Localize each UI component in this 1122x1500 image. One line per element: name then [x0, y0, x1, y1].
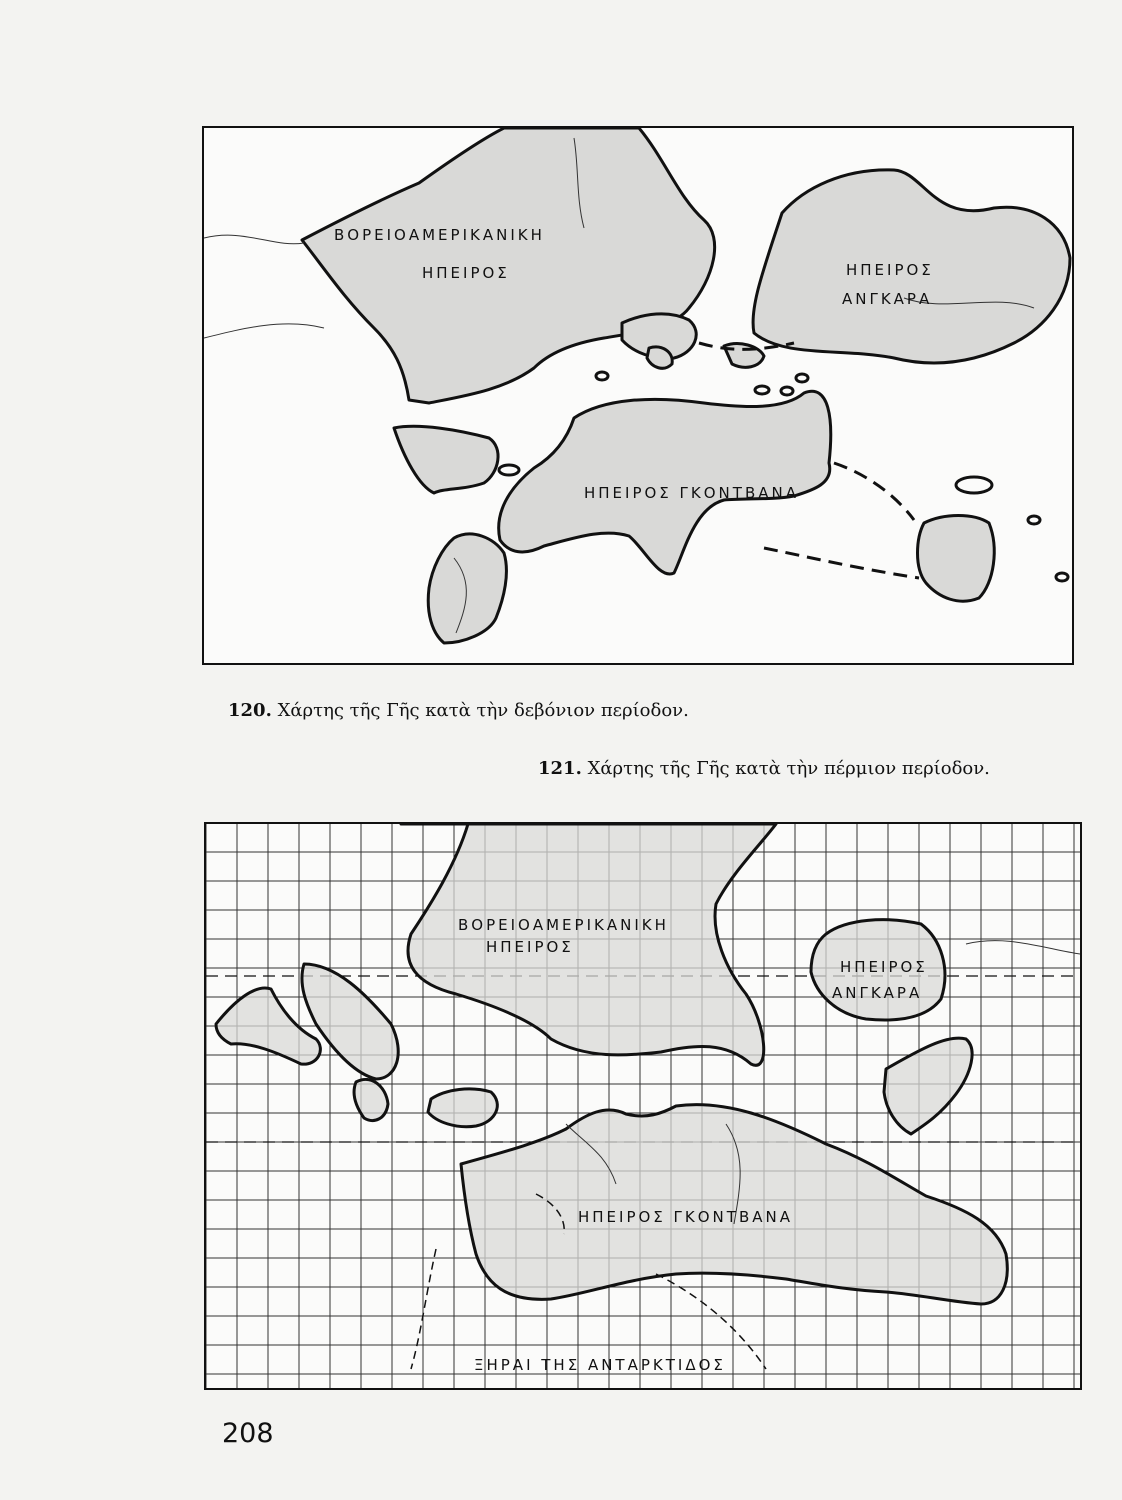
permian-antarctic-label: ΞΗΡΑΙ ΤΗΣ ΑΝΤΑΡΚΤΙΔΟΣ	[474, 1356, 726, 1374]
devonian-islet	[499, 465, 519, 475]
permian-north-america-label: ΒΟΡΕΙΟΑΜΕΡΙΚΑΝΙΚΗ	[458, 916, 669, 934]
permian-antarctic-boundary-3	[656, 1274, 766, 1369]
devonian-islet	[755, 386, 769, 394]
devonian-islet	[596, 372, 608, 380]
permian-angara-label: ΗΠΕΙΡΟΣ	[840, 958, 928, 976]
devonian-north-america-label: ΒΟΡΕΙΟΑΜΕΡΙΚΑΝΙΚΗ	[334, 226, 545, 244]
permian-modern-coastline	[966, 941, 1080, 954]
page-number: 208	[222, 1418, 274, 1449]
permian-map	[204, 822, 1082, 1390]
devonian-modern-coastline	[204, 235, 304, 244]
devonian-map-drawing	[204, 128, 1072, 663]
devonian-caption-text: Χάρτης τῆς Γῆς κατὰ τὴν δεβόνιον περίοδον.	[277, 700, 689, 721]
permian-small-landmass	[354, 1079, 388, 1120]
devonian-islet	[1028, 516, 1040, 524]
devonian-islet	[1056, 573, 1068, 581]
devonian-map	[202, 126, 1074, 665]
devonian-australia-landmass	[918, 516, 995, 602]
permian-gondwana-landmass	[461, 1105, 1007, 1304]
devonian-north-america-label-2: ΗΠΕΙΡΟΣ	[422, 264, 510, 282]
devonian-dashed-link-east	[834, 463, 914, 520]
devonian-small-island-2	[647, 347, 672, 368]
permian-east-asia-landmass	[884, 1038, 972, 1134]
permian-caption-number: 121.	[538, 758, 582, 779]
devonian-south-america-landmass	[428, 534, 506, 643]
permian-north-america-landmass	[401, 824, 776, 1065]
permian-caption-text: Χάρτης τῆς Γῆς κατὰ τὴν πέρμιον περίοδον.	[587, 758, 990, 779]
devonian-central-america-landmass	[394, 426, 498, 493]
devonian-map-caption	[228, 700, 689, 721]
devonian-angara-label: ΗΠΕΙΡΟΣ	[846, 261, 934, 279]
devonian-small-island	[724, 344, 764, 368]
devonian-islet	[796, 374, 808, 382]
devonian-gondwana-landmass	[499, 391, 831, 574]
permian-central-island	[428, 1089, 497, 1127]
permian-map-caption	[538, 758, 990, 779]
devonian-angara-label-2: ΑΝΓΚΑΡΑ	[842, 290, 933, 308]
devonian-islet	[956, 477, 992, 493]
devonian-islet	[781, 387, 793, 395]
permian-map-drawing	[206, 824, 1080, 1388]
devonian-gondwana-label: ΗΠΕΙΡΟΣ ΓΚΟΝΤΒΑΝΑ	[584, 484, 799, 502]
permian-angara-label-2: ΑΝΓΚΑΡΑ	[832, 984, 923, 1002]
devonian-caption-number: 120.	[228, 700, 272, 721]
permian-north-america-west	[302, 964, 398, 1079]
permian-north-america-label-2: ΗΠΕΙΡΟΣ	[486, 938, 574, 956]
devonian-modern-coastline	[204, 324, 324, 338]
permian-gondwana-label: ΗΠΕΙΡΟΣ ΓΚΟΝΤΒΑΝΑ	[578, 1208, 793, 1226]
devonian-dashed-link-south	[764, 548, 919, 578]
